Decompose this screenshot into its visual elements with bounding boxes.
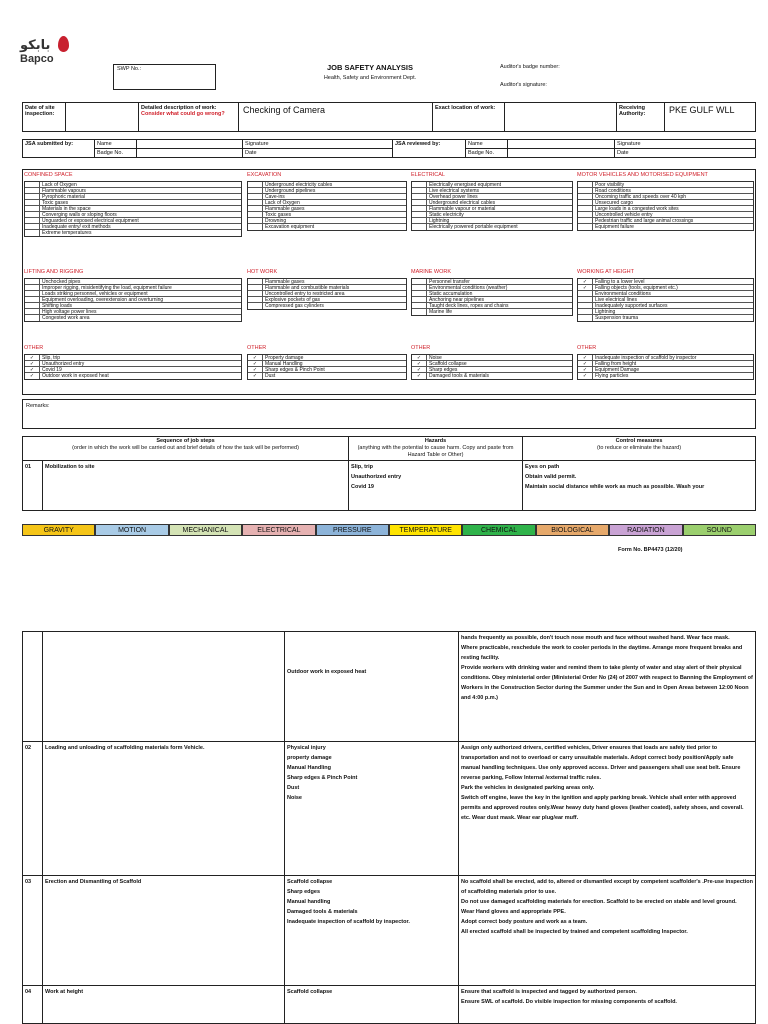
hazard-item-label: Flying particles [595, 373, 629, 379]
work-description-label: Detailed description of work: Consider what could go wrong? [139, 103, 239, 131]
hazard-line: Covid 19 [351, 484, 374, 490]
hazard-checkbox[interactable]: ✓ [412, 361, 427, 367]
hazard-item-label: Cave-ins [265, 194, 285, 200]
hazard-group [411, 278, 573, 316]
hazard-checkbox[interactable]: ✓ [412, 373, 427, 379]
step-hazards: Scaffold collapse Sharp edges Manual handling Damaged tools & materials Inadequate inspection of scaffold by inspector. [285, 876, 459, 986]
step-description [43, 632, 285, 742]
control-line: Maintain social distance while work as much as possible. Wash your [525, 484, 705, 490]
page-title: JOB SAFETY ANALYSIS [327, 63, 413, 72]
hazard-item-label: Underground electrical cables [429, 200, 496, 206]
controls-header: Control measures (to reduce or eliminate the hazard) [523, 437, 756, 461]
step-number [23, 632, 43, 742]
hazard-checkbox[interactable] [578, 224, 593, 230]
hazard-item [248, 373, 406, 379]
step-controls: No scaffold shall be erected, add to, altered or dismantled except by competent scaffolder's .Pre-use inspection of scaffolding materials prior to use. Do not use damaged scaffolding materials for erection. Scaffold to be erected on stable and level ground. Wear Hand gloves and appropriate PPE. Adopt correct body posture and work as a team. All erected scaffold shall be inspected by trained and competent scaffolding Inspector. [459, 876, 756, 986]
hazard-checkbox[interactable]: ✓ [248, 361, 263, 367]
jsa-signoff-table [22, 139, 756, 158]
reviewed-name-field[interactable] [508, 140, 615, 149]
info-row [22, 102, 756, 132]
hazard-item-label: Loads striking personnel, vehicles or equipment [42, 291, 148, 297]
hazard-item [25, 230, 241, 236]
remarks-label: Remarks: [26, 403, 50, 409]
badge-label-2: Badge No. [466, 149, 508, 158]
hazard-item-label: Falling objects (tools, equipment etc.) [595, 285, 678, 291]
hazard-item-label: Explosive pockets of gas [265, 297, 321, 303]
receiving-authority-field[interactable]: PKE GULF WLL [669, 105, 735, 115]
category-motion: MOTION [95, 524, 168, 536]
hazard-item-label: Unauthorized entry [42, 361, 85, 367]
hazard-item-label: Electrically energised equipment [429, 182, 501, 188]
hazard-item-label: Underground electricity cables [265, 182, 333, 188]
hazard-group [247, 278, 407, 310]
form-number: Form No. BP4473 (12/20) [618, 547, 683, 553]
work-description-warning: Consider what could go wrong? [141, 111, 225, 117]
step-number: 03 [23, 876, 43, 986]
hazard-item-label: Pedestrian traffic and large animal crossings [595, 218, 694, 224]
logo-text: Bapco [20, 53, 54, 65]
hazard-item-label: Unchocked pipes [42, 279, 81, 285]
hazard-item [412, 224, 572, 230]
hazard-item-label: Property damage [265, 355, 304, 361]
hazard-item-label: Oncoming traffic and speeds over 40 kph [595, 194, 687, 200]
hazard-group-title: OTHER [247, 345, 267, 351]
location-label: Exact location of work: [433, 103, 505, 131]
hazard-item [25, 373, 241, 379]
hazard-group-title: ELECTRICAL [411, 172, 445, 178]
hazard-checkbox[interactable]: ✓ [25, 355, 40, 361]
hazard-item-label: Toxic gases [265, 212, 292, 218]
hazard-item-label: Equipment failure [595, 224, 634, 230]
hazard-item-label: Large loads in a congested work sites [595, 206, 679, 212]
hazard-item-label: Slip, trip [42, 355, 61, 361]
date-label-2: Date [615, 149, 756, 158]
hazard-checkbox[interactable] [248, 303, 263, 309]
hazard-group [411, 354, 573, 380]
step-number: 02 [23, 742, 43, 876]
hazard-item [25, 315, 241, 321]
hazard-item-label: Falling from height [595, 361, 637, 367]
hazard-checkbox[interactable]: ✓ [248, 367, 263, 373]
category-temperature: TEMPERATURE [389, 524, 462, 536]
hazard-item-label: Inadequately supported surfaces [595, 303, 668, 309]
hazard-group [24, 278, 242, 322]
date-label: Date [243, 149, 393, 158]
hazard-checkbox[interactable]: ✓ [25, 361, 40, 367]
step-controls: Assign only authorized drivers, certified vehicles, Driver ensures that loads are safely tied prior to transportation and not to overload or carry unsuitable materials. Adopt correct body position/Apply safe manual handling techniques. Use only approved access. Driver and passengers shall use seat belt. Ensure reverse parking, Follow Internal /external traffic rules. Park the vehicles in designated parking areas only. Switch off engine, leave the key in the ignition and apply parking break. Vehicle shall enter with approved permits and approved routes only.Wear heavy duty hand gloves (leather coated), safety shoes, and coverall. etc. Wear dust mask. Wear ear plug/ear muff. [459, 742, 756, 876]
seq-header: Sequence of job steps (order in which the work will be carried out and brief details of how the task will be performed) [23, 437, 349, 461]
step-controls: hands frequently as possible, don't touch nose mouth and face without washed hand. Wear face mask. Where practicable, reschedule the work to cooler periods in the daytime. Arrange more frequent breaks and resting facility. Provide workers with drinking water and remind them to take plenty of water and stay alert of their physical conditions. Obey ministerial order (Ministerial Order No (24) of 2007 with respect to Banning the Employment of Workers in the Construction Sector during the Summer under the Sun and in Open Areas between 12:00 Noon and 4:00 p.m.) [459, 632, 756, 742]
auditor-badge-label: Auditor's badge number: [500, 64, 560, 70]
hazard-checkbox[interactable]: ✓ [578, 373, 593, 379]
hazard-item-label: Excavation equipment [265, 224, 315, 230]
category-sound: SOUND [683, 524, 756, 536]
hazard-item [412, 373, 572, 379]
step-hazards: Outdoor work in exposed heat [285, 632, 459, 742]
hazard-item-label: Flammable vapours [42, 188, 86, 194]
hazard-item-label: Flammable gases [265, 279, 305, 285]
category-biological: BIOLOGICAL [536, 524, 609, 536]
submitted-label: JSA submitted by: [23, 140, 95, 158]
step-description: Work at height [43, 986, 285, 1024]
logo-arabic: بابكو [20, 38, 51, 53]
hazard-group-title: HOT WORK [247, 269, 278, 275]
hazard-item-label: Lack of Oxygen [42, 182, 77, 188]
hazard-item-label: Poor visibility [595, 182, 625, 188]
remarks-box[interactable] [22, 399, 756, 429]
hazard-checkbox[interactable] [25, 230, 40, 236]
hazard-item-label: Inadequate inspection of scaffold by inspector [595, 355, 697, 361]
hazard-item-label: Congested work area [42, 315, 90, 321]
hazard-item-label: Improper rigging, misidentifying the load, equipment failure [42, 285, 172, 291]
hazard-item-label: Electrically powered portable equipment [429, 224, 518, 230]
hazard-item [578, 373, 753, 379]
hazard-item-label: Manual Handling [265, 361, 303, 367]
hazard-group-title: MOTOR VEHICLES AND MOTORISED EQUIPMENT [577, 172, 708, 178]
hazard-item-label: Overhead power lines [429, 194, 478, 200]
hazard-item-label: Lightning [595, 309, 616, 315]
submitted-name-field[interactable] [137, 140, 243, 149]
name-label-2: Name [466, 140, 508, 149]
hazard-item-label: Noise [429, 355, 442, 361]
hazard-item-label: Road conditions [595, 188, 631, 194]
hazard-item-label: Equipment Damage [595, 367, 640, 373]
category-chemical: CHEMICAL [462, 524, 535, 536]
hazard-group [577, 278, 754, 322]
hazard-group [411, 181, 573, 231]
hazard-item-label: Materials in the space [42, 206, 91, 212]
hazard-group-title: LIFTING AND RIGGING [24, 269, 84, 275]
hazard-item-label: Taught deck lines, ropes and chains [429, 303, 509, 309]
hazard-item-label: Shifting loads [42, 303, 73, 309]
hazard-item-label: Static accumulation [429, 291, 473, 297]
hazard-item-label: Flammable and combustible materials [265, 285, 350, 291]
date-inspection-field[interactable] [66, 103, 139, 131]
category-radiation: RADIATION [609, 524, 682, 536]
location-field[interactable] [505, 103, 617, 131]
reviewed-badge-field[interactable] [508, 149, 615, 158]
receiving-authority-label: Receiving Authority: [617, 103, 665, 131]
hazard-checkbox[interactable]: ✓ [578, 355, 593, 361]
hazard-checkbox[interactable]: ✓ [248, 373, 263, 379]
hazard-item-label: High voltage power lines [42, 309, 97, 315]
hazard-group-title: CONFINED SPACE [24, 172, 73, 178]
hazard-item-label: Unguarded or exposed electrical equipment [42, 218, 139, 224]
hazard-item-label: Falling to a lower level [595, 279, 645, 285]
work-description-field[interactable]: Checking of Camera [239, 103, 433, 131]
hazard-group-title: EXCAVATION [247, 172, 282, 178]
hazard-checkbox[interactable]: ✓ [578, 367, 593, 373]
name-label: Name [95, 140, 137, 149]
step-number: 01 [23, 461, 43, 511]
hazard-checkbox[interactable]: ✓ [25, 367, 40, 373]
logo-drop-icon [58, 36, 69, 52]
hazard-item [248, 224, 406, 230]
hazard-group [24, 181, 242, 237]
step-hazards: Scaffold collapse [285, 986, 459, 1024]
auditor-signature-label: Auditor's signature: [500, 82, 547, 88]
hazard-item-label: Static electricity [429, 212, 464, 218]
hazard-checkbox[interactable] [578, 315, 593, 321]
hazard-item-label: Live electrical systems [429, 188, 480, 194]
hazard-group-title: OTHER [24, 345, 44, 351]
hazard-item [412, 309, 572, 315]
hazard-checkbox[interactable] [412, 309, 427, 315]
hazard-item-label: Sharp edges & Pinch Point [265, 367, 325, 373]
hazard-item-label: Converging walls or sloping floors [42, 212, 117, 218]
hazard-group-title: MARINE WORK [411, 269, 452, 275]
submitted-badge-field[interactable] [137, 149, 243, 158]
hazard-item [578, 224, 753, 230]
hazard-item-label: Uncontrolled entry to restricted area [265, 291, 345, 297]
hazard-checkbox[interactable]: ✓ [578, 285, 593, 291]
hazard-item-label: Personnel transfer [429, 279, 470, 285]
hazard-line: Slip, trip [351, 464, 374, 470]
step-description: Mobilization to site [43, 461, 349, 511]
hazard-item-label: Extreme temperatures [42, 230, 92, 236]
hazard-group [247, 354, 407, 380]
hazard-item-label: Flammable gases [265, 206, 305, 212]
hazard-item-label: Suspension trauma [595, 315, 639, 321]
hazard-item-label: Equipment overloading, overextension and overturning [42, 297, 164, 303]
hazard-group-title: OTHER [411, 345, 431, 351]
hazard-item-label: Underground pipelines [265, 188, 316, 194]
hazard-item-label: Uncontrolled vehicle entry [595, 212, 653, 218]
signature-label-2: Signature [615, 140, 756, 149]
hazard-item-label: Toxic gases [42, 200, 69, 206]
hazard-item-label: Environmental conditions [595, 291, 651, 297]
swp-label: SWP No.: [117, 66, 142, 72]
hazard-item-label: Scaffold collapse [429, 361, 467, 367]
step-description: Erection and Dismantling of Scaffold [43, 876, 285, 986]
hazard-checkbox[interactable] [412, 224, 427, 230]
step-controls [523, 461, 756, 511]
hazard-checkbox[interactable]: ✓ [412, 367, 427, 373]
hazard-group [247, 181, 407, 231]
hazard-item-label: Dust [265, 373, 276, 379]
category-mechanical: MECHANICAL [169, 524, 242, 536]
reviewed-label: JSA reviewed by: [393, 140, 466, 158]
hazard-item-label: Sharp edges [429, 367, 458, 373]
hazard-group [577, 354, 754, 380]
badge-label: Badge No. [95, 149, 137, 158]
hazard-item-label: Damaged tools & materials [429, 373, 490, 379]
hazard-item-label: Live electrical lines [595, 297, 637, 303]
hazard-item-label: Unsecured cargo [595, 200, 634, 206]
hazard-item [578, 315, 753, 321]
hazard-group-title: OTHER [577, 345, 597, 351]
hazard-item-label: Lightning [429, 218, 450, 224]
hazard-item-label: Compressed gas cylinders [265, 303, 324, 309]
hazard-item-label: Lack of Oxygen [265, 200, 300, 206]
hazard-item-label: Environmental conditions (weather) [429, 285, 508, 291]
hazard-line: Unauthorized entry [351, 474, 402, 480]
category-pressure: PRESSURE [316, 524, 389, 536]
category-gravity: GRAVITY [22, 524, 95, 536]
step-hazards [349, 461, 523, 511]
hazard-checkbox[interactable]: ✓ [578, 279, 593, 285]
hazard-item-label: Marine life [429, 309, 453, 315]
step-number: 04 [23, 986, 43, 1024]
hazards-header: Hazards (anything with the potential to cause harm. Copy and paste from Hazard Table or Other) [349, 437, 523, 461]
page-subtitle: Health, Safety and Environment Dept. [323, 75, 417, 81]
hazard-item-label: Flammable vapour or material [429, 206, 496, 212]
hazard-checkbox[interactable] [248, 224, 263, 230]
step-description: Loading and unloading of scaffolding materials form Vehicle. [43, 742, 285, 876]
hazard-item-label: Drowning [265, 218, 287, 224]
hazard-item [248, 303, 406, 309]
hazard-item-label: Covid 19 [42, 367, 62, 373]
signature-label: Signature [243, 140, 393, 149]
hazard-group [577, 181, 754, 231]
hazard-item-label: Inadequate entry/ exit methods [42, 224, 111, 230]
swp-field[interactable] [113, 64, 216, 90]
hazard-group [24, 354, 242, 380]
hazard-checkbox[interactable]: ✓ [248, 355, 263, 361]
control-line: Eyes on path [525, 464, 560, 470]
date-inspection-label: Date of site inspection: [23, 103, 66, 131]
step-controls: Ensure that scaffold is inspected and tagged by authorized person. Ensure SWL of scaffold. Do visible inspection for missing components of scaffold. [459, 986, 756, 1024]
hazard-item-label: Anchoring near pipelines [429, 297, 485, 303]
category-electrical: ELECTRICAL [242, 524, 315, 536]
hazard-item-label: Pyrophoric material [42, 194, 86, 200]
hazard-item-label: Outdoor work in exposed heat [42, 373, 109, 379]
job-steps-table-continued [22, 631, 756, 1024]
hazard-checkbox[interactable]: ✓ [25, 373, 40, 379]
step-hazards: Physical injury property damage Manual Handling Sharp edges & Pinch Point Dust Noise [285, 742, 459, 876]
control-line: Obtain valid permit. [525, 474, 577, 480]
hazard-checkbox[interactable] [25, 315, 40, 321]
hazard-checkbox[interactable]: ✓ [412, 355, 427, 361]
hazard-group-title: WORKING AT HEIGHT [577, 269, 634, 275]
hazard-checkbox[interactable]: ✓ [578, 361, 593, 367]
job-steps-table [22, 436, 756, 511]
